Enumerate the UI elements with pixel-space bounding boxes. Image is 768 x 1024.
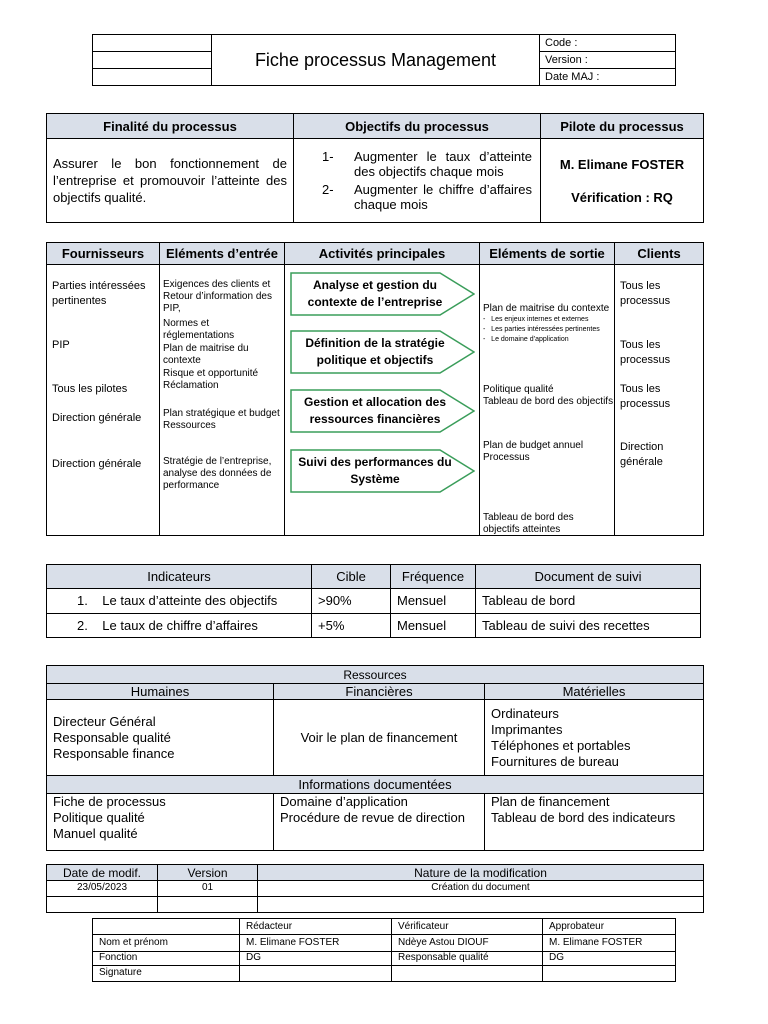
activity-label: Analyse et gestion du contexte de l’entreprise [307, 278, 443, 309]
materielles-header: Matérielles [485, 684, 704, 700]
table-row [93, 935, 676, 951]
activity-arrow [290, 389, 475, 433]
purpose-table [46, 113, 704, 223]
verificateur-signature[interactable] [392, 965, 543, 981]
ressources-title: Ressources [47, 666, 704, 684]
clients-header: Clients [615, 243, 704, 265]
indicator-cible: >90% [312, 589, 391, 613]
frequence-header: Fréquence [391, 565, 476, 589]
activity-arrow [290, 449, 475, 493]
objectif-text: Augmenter le taux d’atteinte des objectifs chaque mois [354, 149, 532, 179]
humaines-item: Responsable finance [53, 745, 175, 761]
docs-col1 [47, 794, 274, 851]
doc-item: Politique qualité [53, 810, 145, 825]
sortie-item: Tableau de bord des objectifs [483, 396, 614, 407]
modif-nature: Création du document [258, 881, 704, 896]
materielles-cell [485, 700, 704, 776]
objectifs-list [294, 139, 541, 223]
doc-item: Manuel qualité [53, 826, 138, 841]
activity-label: Gestion et allocation des ressources financières [303, 395, 447, 426]
fournisseurs-header: Fournisseurs [47, 243, 160, 265]
doc-item: Procédure de revue de direction [280, 810, 466, 825]
materielles-item: Ordinateurs [491, 705, 559, 721]
objectif-item [302, 182, 532, 212]
redacteur-value: DG [240, 951, 392, 965]
financieres-text: Voir le plan de financement [274, 700, 485, 776]
materielles-item: Imprimantes [491, 721, 563, 737]
fournisseur-item: Tous les pilotes [52, 383, 128, 395]
activity-label: Suivi des performances du Système [298, 455, 452, 486]
entree-item: Stratégie de l’entreprise, analyse des données de performance [163, 456, 272, 491]
entree-item: Ressources [163, 420, 216, 431]
sortie-item: Politique qualité [483, 384, 554, 395]
table-row [47, 613, 701, 637]
sortie-item: Plan de budget annuel [483, 440, 584, 451]
indicator-cible: +5% [312, 613, 391, 637]
approbateur-signature[interactable] [543, 965, 676, 981]
modifications-table [46, 864, 704, 913]
row-label: Nom et prénom [93, 935, 240, 951]
indicator-name: 1. Le taux d’atteinte des objectifs [47, 589, 312, 613]
docs-col2 [274, 794, 485, 851]
document-title: Fiche processus Management [212, 35, 540, 86]
client-item: Tous les processus [620, 383, 671, 410]
verification-text: Vérification : RQ [571, 189, 673, 205]
logo-cell-2 [93, 52, 212, 69]
client-item: Direction générale [620, 441, 664, 468]
redacteur-value: M. Elimane FOSTER [240, 935, 392, 951]
cible-header: Cible [312, 565, 391, 589]
entree-item: Plan de maitrise du contexte [163, 343, 249, 366]
humaines-cell [47, 700, 274, 776]
entree-item: Exigences des clients et Retour d’information des PIP, [163, 279, 272, 314]
approbateur-value: DG [543, 951, 676, 965]
activity-label: Définition de la stratégie politique et objectifs [305, 336, 445, 367]
client-item: Tous les processus [620, 280, 671, 307]
sortie-sublist [483, 315, 600, 345]
document-header: Document de suivi [476, 565, 701, 589]
table-row [93, 951, 676, 965]
entree-item: Réclamation [163, 380, 219, 391]
docs-col3 [485, 794, 704, 851]
table-row [47, 589, 701, 613]
modif-date: 23/05/2023 [47, 881, 158, 896]
entree-item: Normes et réglementations [163, 318, 235, 341]
humaines-item: Responsable qualité [53, 729, 171, 745]
fournisseur-item: PIP [52, 339, 70, 351]
objectifs-header: Objectifs du processus [294, 114, 541, 139]
verificateur-value: Ndèye Astou DIOUF [392, 935, 543, 951]
code-label: Code : [540, 35, 676, 52]
entree-item: Risque et opportunité [163, 368, 259, 379]
doc-item: Tableau de bord des indicateurs [491, 810, 676, 825]
table-row [47, 881, 704, 896]
indicateurs-header: Indicateurs [47, 565, 312, 589]
materielles-item: Téléphones et portables [491, 737, 631, 753]
sortie-item: Plan de maitrise du contexte [483, 303, 610, 314]
date-header: Date de modif. [47, 865, 158, 881]
indicator-doc: Tableau de bord [476, 589, 701, 613]
activity-arrow [290, 330, 475, 374]
materielles-item: Fournitures de bureau [491, 753, 619, 769]
entrees-header: Eléments d’entrée [160, 243, 285, 265]
version-label: Version : [540, 52, 676, 69]
pilote-name: M. Elimane FOSTER [559, 156, 685, 172]
date-label: Date MAJ : [540, 69, 676, 86]
humaines-item: Directeur Général [53, 713, 156, 729]
indicator-doc: Tableau de suivi des recettes [476, 613, 701, 637]
objectif-num: 1- [322, 149, 334, 164]
table-row [47, 896, 704, 912]
pilote-header: Pilote du processus [541, 114, 704, 139]
sortie-subitem: - Les parties intéressées pertinentes [483, 326, 600, 333]
activity-arrow [290, 272, 475, 316]
approbateur-header: Approbateur [543, 919, 676, 935]
sortie-item: Processus [483, 452, 530, 463]
redacteur-signature[interactable] [240, 965, 392, 981]
sorties-header: Eléments de sortie [480, 243, 615, 265]
entree-item: Plan stratégique et budget [163, 408, 280, 419]
pilote-cell [541, 139, 704, 223]
activites-header: Activités principales [285, 243, 480, 265]
indicator-freq: Mensuel [391, 613, 476, 637]
fournisseur-item: Parties intéressées pertinentes [52, 280, 146, 307]
redacteur-header: Rédacteur [240, 919, 392, 935]
fournisseur-item: Direction générale [52, 412, 142, 424]
objectif-num: 2- [322, 182, 334, 197]
row-label: Signature [93, 965, 240, 981]
doc-item: Plan de financement [491, 794, 610, 809]
approbateur-value: M. Elimane FOSTER [543, 935, 676, 951]
finalite-text: Assurer le bon fonctionnement de l’entreprise et promouvoir l’atteinte des objectifs qualité. [47, 139, 294, 223]
logo-cell-3 [93, 69, 212, 86]
table-row [93, 965, 676, 981]
fournisseur-item: Direction générale [52, 458, 142, 470]
modif-version: 01 [158, 881, 258, 896]
nature-header: Nature de la modification [258, 865, 704, 881]
finalite-header: Finalité du processus [47, 114, 294, 139]
client-item: Tous les processus [620, 339, 671, 366]
sortie-subitem: - Les enjeux internes et externes [483, 316, 589, 323]
financieres-header: Financières [274, 684, 485, 700]
header-table [92, 34, 676, 86]
docs-title: Informations documentées [47, 776, 704, 794]
humaines-header: Humaines [47, 684, 274, 700]
row-label: Fonction [93, 951, 240, 965]
indicators-table [46, 564, 701, 638]
doc-item: Fiche de processus [53, 794, 166, 809]
logo-cell [93, 35, 212, 52]
verificateur-header: Vérificateur [392, 919, 543, 935]
objectif-text: Augmenter le chiffre d’affaires chaque mois [354, 182, 532, 212]
resources-table [46, 665, 704, 851]
signatures-table [92, 918, 676, 982]
sortie-subitem: - Le domaine d’application [483, 336, 569, 343]
verificateur-value: Responsable qualité [392, 951, 543, 965]
objectif-item [302, 149, 532, 179]
version-header: Version [158, 865, 258, 881]
doc-item: Domaine d’application [280, 794, 408, 809]
sortie-item: Tableau de bord des objectifs atteintes [483, 512, 574, 535]
indicator-freq: Mensuel [391, 589, 476, 613]
indicator-name: 2. Le taux de chiffre d’affaires [47, 613, 312, 637]
